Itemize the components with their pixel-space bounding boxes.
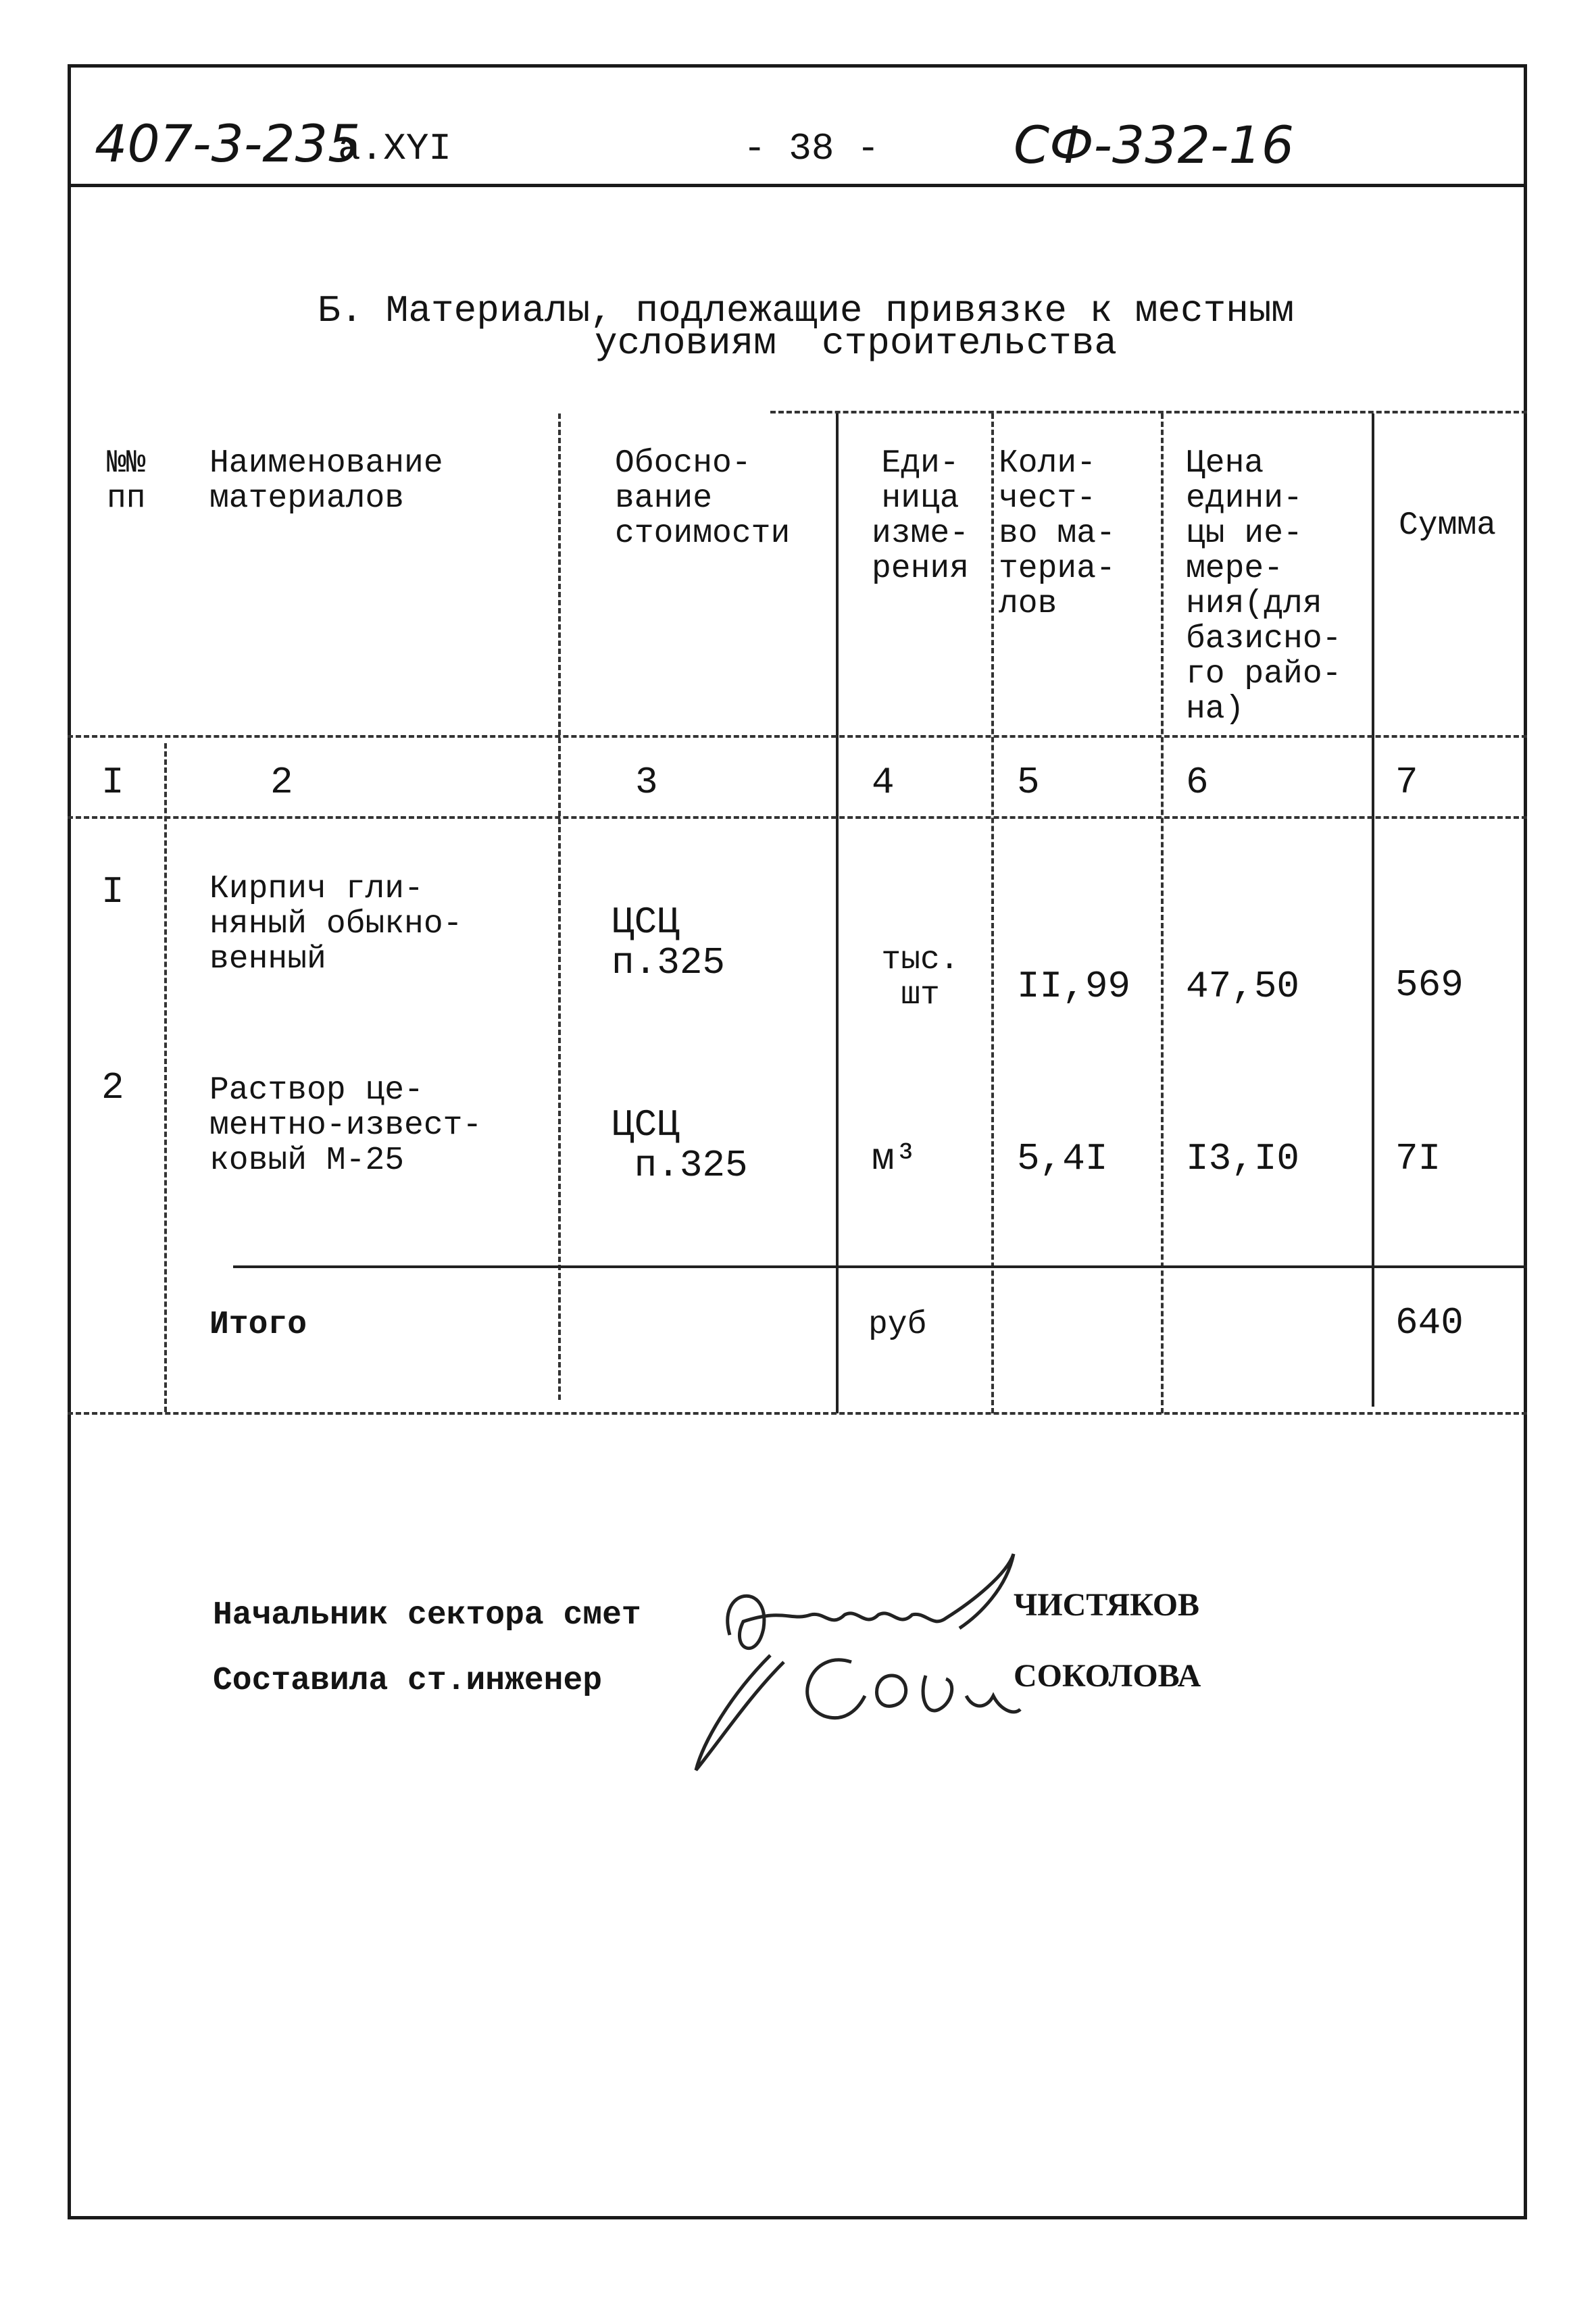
row-number: I: [101, 870, 124, 913]
doc-code: 407-3-235: [95, 114, 361, 174]
col-number: 4: [872, 761, 895, 804]
cost-basis: ЦСЦ п.325: [612, 1103, 748, 1187]
col-number: 7: [1395, 761, 1418, 804]
unit-price: I3,I0: [1186, 1137, 1300, 1180]
total-label: Итого: [209, 1307, 307, 1343]
header-divider: [68, 184, 1527, 187]
col-number: 5: [1017, 761, 1040, 804]
sheet-code: СФ-332-16: [1014, 115, 1295, 175]
section-title-cont: условиям строительства: [595, 322, 1117, 365]
col-header-qty: Коли- чест- во ма- териа- лов: [999, 445, 1116, 622]
signer-name: СОКОЛОВА: [1014, 1658, 1201, 1694]
section-title: Б. Материалы, подлежащие привязке к местным: [318, 289, 1295, 332]
quantity: 5,4I: [1017, 1137, 1108, 1180]
album-number: а.XYI: [338, 127, 452, 170]
unit: тыс. шт: [881, 942, 959, 1013]
total-sum: 640: [1395, 1301, 1464, 1344]
col-number: I: [101, 761, 124, 804]
col-number: 2: [270, 761, 293, 804]
col-header-basis: Обосно- вание стоимости: [615, 445, 791, 552]
col-header-sum: Сумма: [1399, 507, 1497, 544]
signer-name: ЧИСТЯКОВ: [1014, 1587, 1200, 1623]
amount: 7I: [1395, 1137, 1441, 1180]
quantity: II,99: [1017, 965, 1131, 1008]
col-header-unit: Еди- ница изме- рения: [871, 445, 970, 587]
col-header-price: Цена едини- цы ие- мере- ния(для базисно- го райо- на): [1186, 445, 1342, 728]
cost-basis: ЦСЦ п.325: [612, 901, 726, 984]
page-number: - 38 -: [743, 127, 880, 170]
unit: м³: [872, 1137, 918, 1180]
total-unit: руб: [868, 1307, 927, 1343]
signer-role: Начальник сектора смет: [213, 1597, 641, 1634]
row-number: 2: [101, 1066, 124, 1109]
col-header-number: №№ пп: [107, 445, 146, 517]
material-name: Кирпич гли- няный обыкно- венный: [209, 871, 463, 978]
material-name: Раствор це- ментно-извест- ковый М-25: [209, 1072, 482, 1179]
signer-role: Составила ст.инженер: [213, 1663, 603, 1699]
col-header-name: Наименование материалов: [209, 445, 443, 517]
col-number: 3: [635, 761, 658, 804]
unit-price: 47,50: [1186, 965, 1300, 1008]
col-number: 6: [1186, 761, 1209, 804]
amount: 569: [1395, 963, 1464, 1007]
